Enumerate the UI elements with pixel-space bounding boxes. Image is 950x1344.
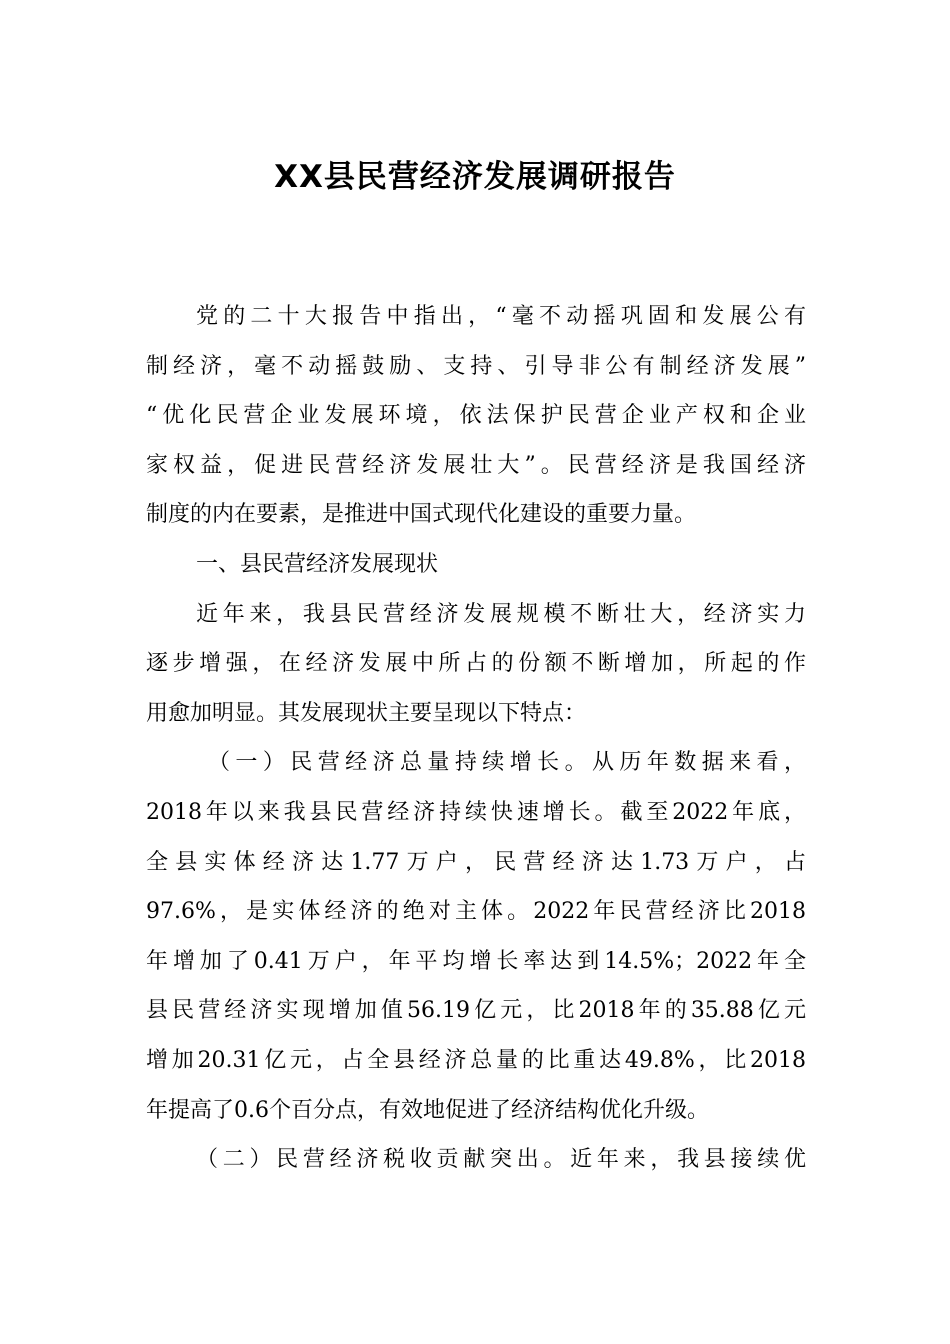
paragraph-line: 年增加了0.41万户，年平均增长率达到14.5%；2022年全 (146, 948, 806, 974)
paragraph-line: 用愈加明显。其发展现状主要呈现以下特点： (146, 700, 587, 726)
paragraph-line: 2018年以来我县民营经济持续快速增长。截至2022年底， (146, 799, 806, 825)
document-title: XX县民营经济发展调研报告 (274, 159, 676, 195)
paragraph-line: 制经济，毫不动摇鼓励、支持、引导非公有制经济发展” (146, 353, 806, 379)
paragraph-line: 逐步增强，在经济发展中所占的份额不断增加，所起的作 (146, 651, 806, 677)
paragraph-line: 增加20.31亿元，占全县经济总量的比重达49.8%，比2018 (146, 1047, 806, 1073)
paragraph-line: 制度的内在要素，是推进中国式现代化建设的重要力量。 (146, 502, 697, 528)
paragraph-line: “优化民营企业发展环境，依法保护民营企业产权和企业 (146, 403, 806, 429)
paragraph-line: 近年来，我县民营经济发展规模不断壮大，经济实力 (196, 601, 806, 627)
document-body (146, 292, 806, 1185)
paragraph-line: （一）民营经济总量持续增长。从历年数据来看， (208, 750, 806, 776)
paragraph-line: 党的二十大报告中指出，“毫不动摇巩固和发展公有 (196, 304, 806, 329)
paragraph-line: 年提高了0.6个百分点，有效地促进了经济结构优化升级。 (146, 1097, 709, 1123)
paragraph-line: 家权益，促进民营经济发展壮大”。民营经济是我国经济 (146, 452, 806, 478)
section-heading: 一、县民营经济发展现状 (196, 551, 439, 577)
paragraph-line: （二）民营经济税收贡献突出。近年来，我县接续优 (196, 1147, 806, 1173)
paragraph-line: 全县实体经济达1.77万户，民营经济达1.73万户，占 (146, 849, 806, 875)
paragraph-line: 县民营经济实现增加值56.19亿元，比2018年的35.88亿元 (146, 998, 806, 1024)
paragraph-line: 97.6%，是实体经济的绝对主体。2022年民营经济比2018 (146, 899, 806, 925)
